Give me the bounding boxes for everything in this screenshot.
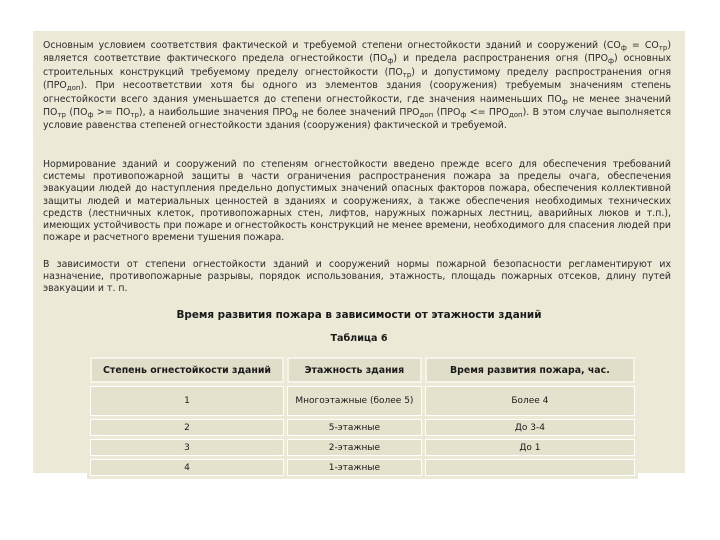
cell-time: До 3-4: [425, 419, 635, 436]
table-row: [90, 386, 635, 416]
cell-degree: 1: [90, 386, 284, 416]
header-fire-development-time: Время развития пожара, час.: [425, 357, 635, 383]
table-row: [90, 419, 635, 436]
table-row: [90, 439, 635, 456]
cell-degree: 3: [90, 439, 284, 456]
paragraph-normalization: Нормирование зданий и сооружений по степеням огнестойкости введено прежде всего для обеспечения требований системы противопожарной защиты в части ограничения распространения пожара за пределы очага, обеспечения эвакуации людей до наступления предельно допустимых значений опасных факторов пожара, обеспечения коллективной защиты людей и материальных ценностей в зданиях и сооружениях, а также обеспечения необходимых технических средств (лестничных клеток, противопожарных стен, лифтов, наружных пожарных лестниц, аварийных люков и т.п.), имеющих устойчивость при пожаре и огнестойкость конструкций не менее времени, необходимого для спасения людей при пожаре и расчетного времени тушения пожара.: [43, 159, 671, 244]
table-header-row: [90, 357, 635, 383]
cell-floors: 5-этажные: [287, 419, 422, 436]
cell-degree: 4: [90, 459, 284, 476]
cell-time: Более 4: [425, 386, 635, 416]
cell-floors: 2-этажные: [287, 439, 422, 456]
table-row: [90, 459, 635, 476]
paragraph-regulation: В зависимости от степени огнестойкости зданий и сооружений нормы пожарной безопасности регламентируют их назначение, противопожарные разрывы, порядок использования, этажность, площадь пожарных отсеков, длину путей эвакуации и т. п.: [43, 259, 671, 295]
header-floors: Этажность здания: [287, 357, 422, 383]
table-number: Таблица 6: [330, 333, 388, 344]
header-fire-resistance-degree: Степень огнестойкости зданий: [90, 357, 284, 383]
cell-time: До 1: [425, 439, 635, 456]
cell-floors: 1-этажные: [287, 459, 422, 476]
content-panel: [33, 31, 685, 473]
cell-time: [425, 459, 635, 476]
fire-development-table: [87, 354, 638, 479]
table-title: Время развития пожара в зависимости от этажности зданий: [176, 309, 542, 321]
cell-floors: Многоэтажные (более 5): [287, 386, 422, 416]
paragraph-fire-resistance-condition: Основным условием соответствия фактической и требуемой степени огнестойкости зданий и сооружений $(СО_ф = СО_{тр})$ является соответствие фактического предела огнестойкости $(ПО_ф)$ и предела распространения огня $(ПРО_ф)$ основных строительных конструкций требуемому пределу огнестойкости $(ПО_{тр})$ и допустимому пределу распространения огня $(ПРО_{доп})$. При несоответствии хотя бы одного из элементов здания (сооружения) требуемым значениям степень огнестойкости всего здания уменьшается до степени огнестойкости, где значения наименьших $ПО_ф$ не менее значений $ПО_{тр}$ $(ПО_ф >= ПО_{тр})$, а наибольшие значения $ПРО_ф$ не более значений $ПРО_{доп}$ $(ПРО_ф <= ПРО_{доп})$. В этом случае выполняется условие равенства степеней огнестойкости здания (сооружения) фактической и требуемой.: [43, 40, 671, 132]
cell-degree: 2: [90, 419, 284, 436]
